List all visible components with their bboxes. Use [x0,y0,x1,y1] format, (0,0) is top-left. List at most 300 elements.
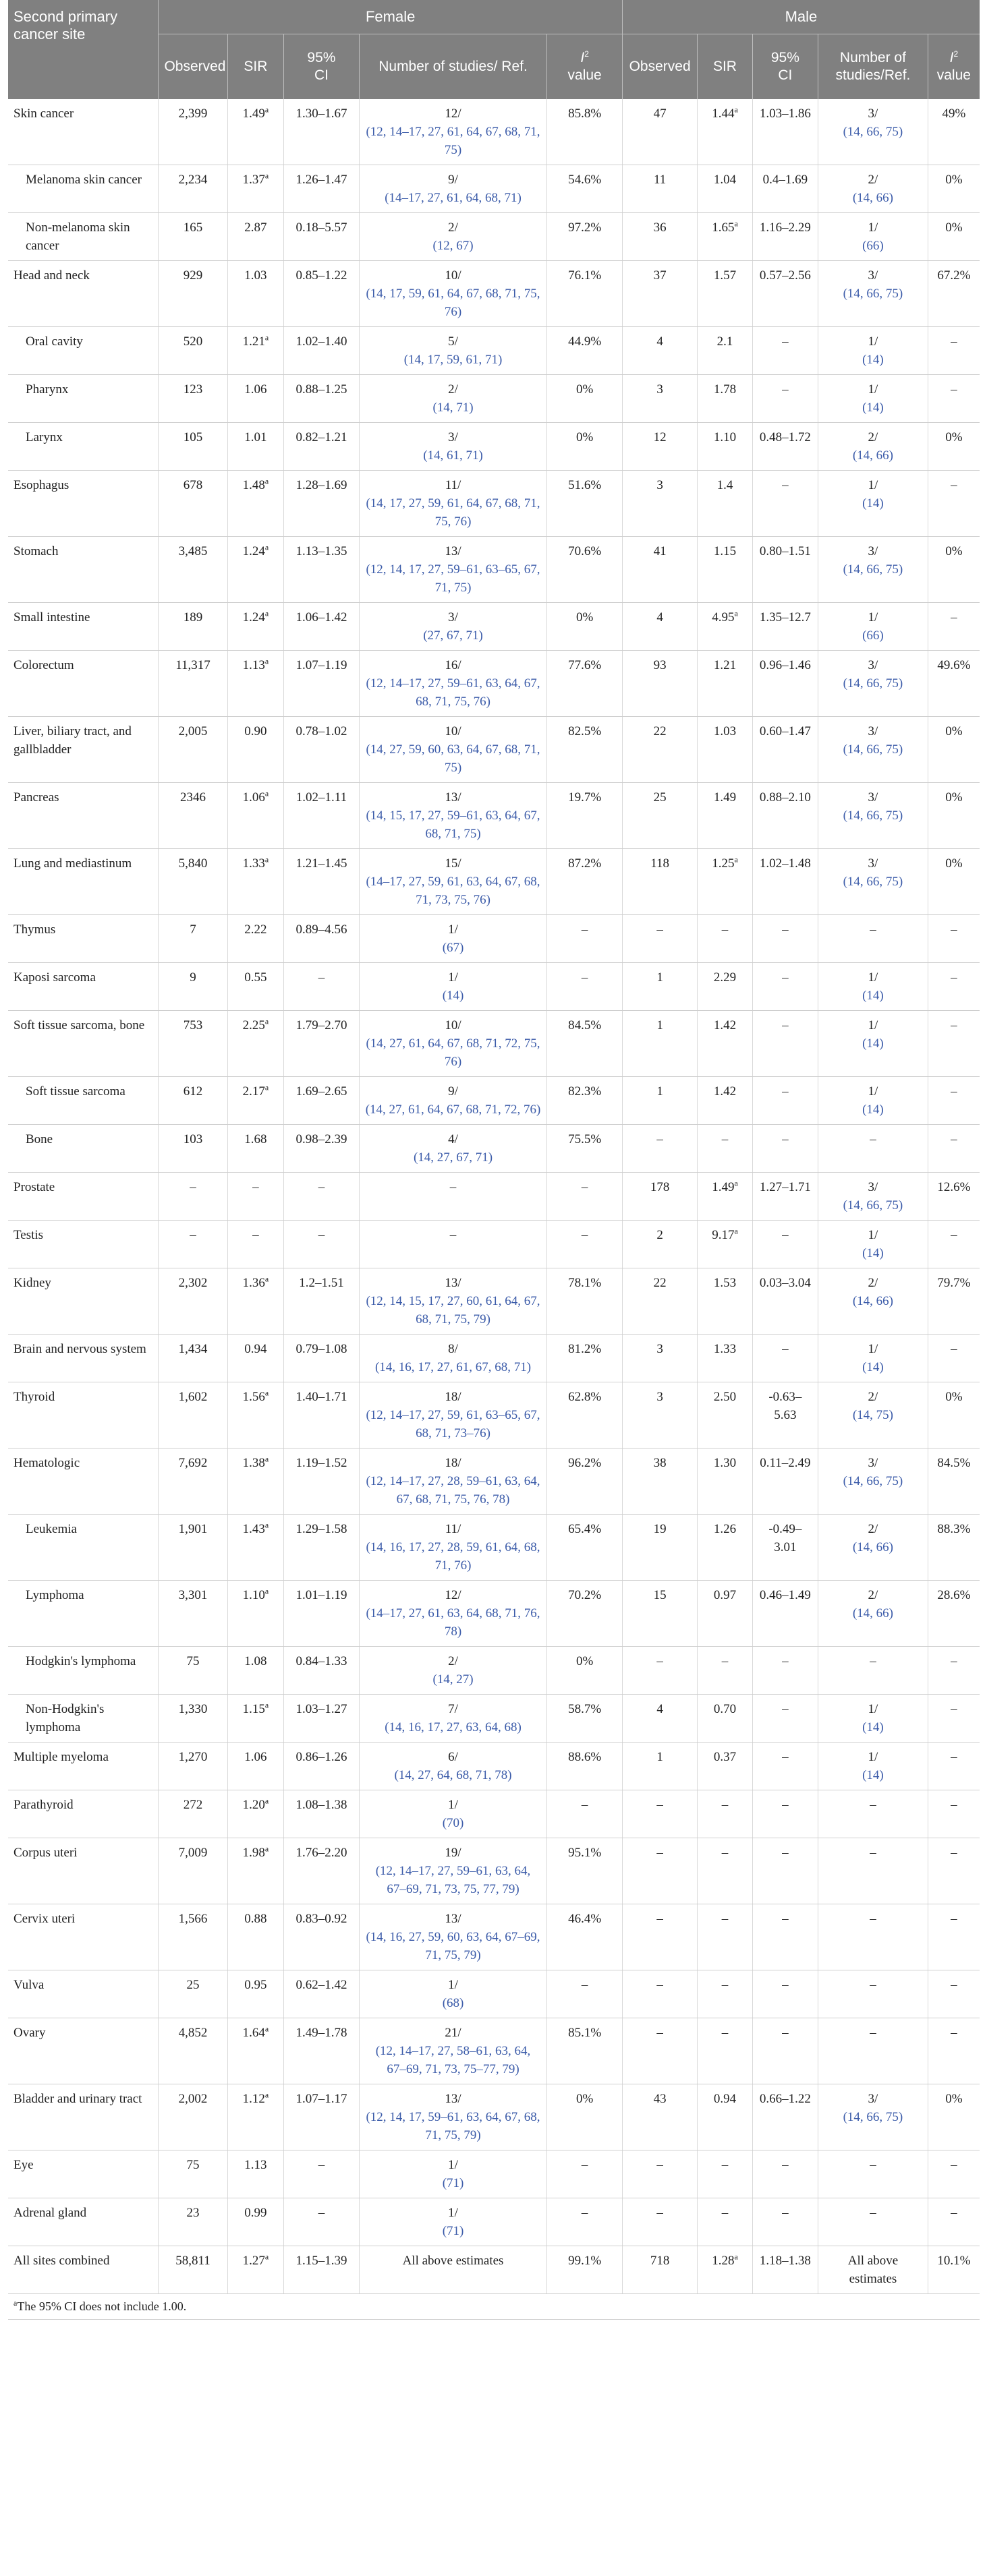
sir-value: 1.27 [242,2254,265,2268]
male-observed: 3 [622,1335,697,1382]
header-female-i2 [547,34,623,100]
table-row [8,1335,980,1382]
female-ci: 0.82–1.21 [284,423,359,471]
female-observed: 2346 [159,783,227,849]
female-sir [227,651,284,717]
male-observed: – [622,1838,697,1904]
reference-link[interactable]: (14) [862,989,884,1003]
reference-link[interactable]: (70) [442,1816,464,1830]
male-ci: – [752,1221,818,1268]
female-observed: 1,602 [159,1382,227,1448]
study-count: 3/ [868,856,878,871]
male-ci: – [752,1743,818,1790]
reference-link[interactable]: (14) [862,1246,884,1260]
reference-link[interactable]: (14, 16, 27, 59, 60, 63, 64, 67–69, 71, 75, 79) [366,1930,540,1962]
male-ci: 1.18–1.38 [752,2246,818,2294]
study-count: – [449,1228,457,1242]
study-count: 10/ [445,724,461,738]
reference-link[interactable]: (14, 17, 27, 59, 61, 64, 67, 68, 71, 75, 76) [366,496,540,529]
male-sir [698,1904,752,1970]
sir-value: 1.36 [242,1276,265,1290]
cancer-site: Non-Hodgkin's lymphoma [8,1695,159,1743]
male-i2: – [928,963,980,1011]
male-sir [698,1743,752,1790]
study-count: 8/ [448,1342,458,1356]
male-observed: – [622,2018,697,2084]
sir-value: – [721,1654,729,1668]
female-ci: 1.02–1.40 [284,327,359,375]
i2-value-label: value [567,67,602,83]
male-i2: 28.6% [928,1581,980,1647]
cancer-site: Multiple myeloma [8,1743,159,1790]
female-observed: 2,302 [159,1268,227,1335]
female-studies [359,327,547,375]
reference-link[interactable]: (66) [862,628,884,643]
male-observed: 19 [622,1515,697,1581]
male-i2: – [928,2198,980,2246]
female-studies [359,1268,547,1335]
reference-link[interactable]: (14) [862,496,884,510]
cancer-site: Liver, biliary tract, and gallbladder [8,717,159,783]
male-sir [698,783,752,849]
female-ci: 1.02–1.11 [284,783,359,849]
male-sir [698,2246,752,2294]
reference-link[interactable]: (14, 66) [852,1540,894,1554]
male-sir [698,1077,752,1125]
female-observed: 165 [159,213,227,261]
study-count: 12/ [445,1588,461,1602]
table-row [8,1970,980,2018]
study-count: 16/ [445,658,461,672]
reference-link[interactable]: (12, 14–17, 27, 59, 61, 63–65, 67, 68, 71, 73–76) [366,1408,540,1440]
male-ci: – [752,1125,818,1173]
reference-link[interactable]: (14, 17, 59, 61, 64, 67, 68, 71, 75, 76) [366,287,540,319]
female-observed: 58,811 [159,2246,227,2294]
male-observed: 4 [622,603,697,651]
reference-link[interactable]: (14, 61, 71) [423,448,483,463]
reference-link[interactable]: (14) [862,401,884,415]
female-ci: 0.62–1.42 [284,1970,359,2018]
reference-link[interactable]: (14, 66, 75) [843,1198,903,1212]
reference-link[interactable]: (14, 27) [432,1672,474,1687]
female-sir [227,261,284,327]
reference-link[interactable]: (14, 27, 61, 64, 67, 68, 71, 72, 75, 76) [366,1036,540,1069]
study-count: 12/ [445,107,461,121]
table-container [8,0,980,2294]
header-male-i2 [928,34,980,100]
male-ci: 0.48–1.72 [752,423,818,471]
female-i2: – [547,1970,623,2018]
reference-link[interactable]: (14, 66, 75) [843,1474,903,1488]
female-studies [359,1011,547,1077]
reference-link[interactable]: (14, 27, 61, 64, 67, 68, 71, 72, 76) [365,1103,541,1117]
female-ci: 1.69–2.65 [284,1077,359,1125]
table-row [8,1838,980,1904]
female-studies [359,2246,547,2294]
study-count: – [870,1846,876,1860]
male-sir [698,165,752,213]
reference-link[interactable]: (27, 67, 71) [423,628,483,643]
male-observed: 1 [622,1743,697,1790]
female-ci: 1.13–1.35 [284,537,359,603]
study-count: 11/ [445,1522,461,1536]
female-sir [227,1581,284,1647]
sir-value: 1.04 [713,173,737,187]
sir-value: 1.15 [242,1702,265,1716]
reference-link[interactable]: (14) [862,353,884,367]
female-sir [227,1515,284,1581]
male-observed: 2 [622,1221,697,1268]
table-row [8,1221,980,1268]
ci-line2: CI [778,67,793,83]
female-sir [227,2018,284,2084]
male-observed: 37 [622,261,697,327]
reference-link[interactable]: (14, 66, 75) [843,809,903,823]
i2-sup: 2 [953,49,959,59]
table-row [8,783,980,849]
reference-link[interactable]: (14, 17, 59, 61, 71) [403,353,503,367]
significance-mark: a [264,1796,269,1806]
female-i2: 82.3% [547,1077,623,1125]
female-sir [227,1838,284,1904]
male-observed: 41 [622,537,697,603]
female-ci: 0.18–5.57 [284,213,359,261]
female-sir [227,1448,284,1515]
study-count: 2/ [448,221,458,235]
male-studies [818,471,928,537]
male-observed: 93 [622,651,697,717]
significance-mark: a [264,1454,269,1464]
male-ci: – [752,2150,818,2198]
sir-value: 1.33 [242,856,265,871]
table-row [8,1904,980,1970]
male-ci: – [752,327,818,375]
significance-mark: a [264,1700,269,1710]
female-ci: 1.40–1.71 [284,1382,359,1448]
cancer-site: Stomach [8,537,159,603]
reference-link[interactable]: (12, 14–17, 27, 28, 59–61, 63, 64, 67, 68, 71, 75, 76, 78) [366,1474,540,1506]
male-sir [698,327,752,375]
header-female-observed: Observed [159,34,227,100]
male-sir [698,213,752,261]
male-studies [818,1581,928,1647]
male-observed: 12 [622,423,697,471]
significance-mark: a [734,854,738,865]
reference-link[interactable]: (68) [442,1996,464,2010]
cancer-site: Oral cavity [8,327,159,375]
study-count: 6/ [448,1750,458,1764]
table-row [8,1790,980,1838]
female-studies [359,1838,547,1904]
female-observed: – [159,1221,227,1268]
female-observed: 612 [159,1077,227,1125]
male-observed: – [622,1125,697,1173]
table-row [8,2084,980,2150]
female-ci: 1.15–1.39 [284,2246,359,2294]
male-ci: 0.80–1.51 [752,537,818,603]
study-count: 2/ [448,382,458,397]
female-studies [359,1647,547,1695]
sir-value: 1.26 [713,1522,737,1536]
significance-mark: a [734,1226,738,1236]
header-site: Second primary cancer site [8,0,159,99]
header-female: Female [159,0,622,34]
reference-link[interactable]: (14, 75) [852,1408,894,1422]
significance-mark: a [264,2024,269,2034]
female-i2: 70.2% [547,1581,623,1647]
study-count: 1/ [868,1342,878,1356]
male-ci: – [752,2198,818,2246]
male-studies [818,213,928,261]
reference-link[interactable]: (14, 66, 75) [843,676,903,691]
study-count: 2/ [868,1276,878,1290]
male-observed: 1 [622,963,697,1011]
male-sir [698,1173,752,1221]
female-studies [359,1221,547,1268]
reference-link[interactable]: (12, 14, 15, 17, 27, 60, 61, 64, 67, 68, 71, 75, 79) [366,1294,540,1326]
sir-value: 1.48 [242,478,265,492]
female-i2: 84.5% [547,1011,623,1077]
reference-link[interactable]: (12, 14, 17, 59–61, 63, 64, 67, 68, 71, 75, 79) [366,2110,540,2142]
female-i2: 62.8% [547,1382,623,1448]
female-observed: 1,901 [159,1515,227,1581]
significance-mark: a [734,105,738,115]
female-observed: 2,005 [159,717,227,783]
female-sir [227,213,284,261]
reference-link[interactable]: (12, 14–17, 27, 59–61, 63, 64, 67–69, 71, 73, 75, 77, 79) [375,1864,531,1896]
sir-value: 2.25 [242,1018,265,1032]
reference-link[interactable]: (14, 27, 59, 60, 63, 64, 67, 68, 71, 75) [366,742,540,775]
sir-value: 0.94 [713,2092,737,2106]
male-i2: 0% [928,213,980,261]
sir-value: 1.49 [713,790,737,804]
female-sir [227,471,284,537]
reference-link[interactable]: (14, 66, 75) [843,125,903,139]
study-count: 1/ [448,923,458,937]
male-studies [818,1515,928,1581]
sir-value: 0.94 [244,1342,267,1356]
reference-link[interactable]: (14, 15, 17, 27, 59–61, 63, 64, 67, 68, 71, 75) [366,809,540,841]
female-studies [359,915,547,963]
sir-value: – [721,2158,729,2172]
female-i2: 0% [547,423,623,471]
reference-link[interactable]: (14, 71) [432,401,474,415]
female-i2: 76.1% [547,261,623,327]
male-sir [698,603,752,651]
female-i2: 58.7% [547,1695,623,1743]
female-ci: 1.28–1.69 [284,471,359,537]
study-count: – [870,2026,876,2040]
table-row [8,915,980,963]
female-studies [359,423,547,471]
female-ci: 0.86–1.26 [284,1743,359,1790]
female-observed: 678 [159,471,227,537]
male-sir [698,1647,752,1695]
study-count: 2/ [868,430,878,444]
reference-link[interactable]: (14, 66) [852,1606,894,1620]
female-studies [359,471,547,537]
reference-link[interactable]: (71) [442,2176,464,2190]
female-studies [359,1695,547,1743]
male-i2: – [928,1904,980,1970]
reference-link[interactable]: (14–17, 27, 61, 64, 68, 71) [385,191,522,205]
sir-value: 2.22 [244,923,267,937]
female-i2: 0% [547,1647,623,1695]
reference-link[interactable]: (14, 16, 17, 27, 28, 59, 61, 64, 68, 71, 76) [366,1540,540,1573]
footnote-text: The 95% CI does not include 1.00. [17,2300,187,2313]
reference-link[interactable]: (14) [862,1360,884,1374]
reference-link[interactable]: (14) [862,1720,884,1734]
sir-value: 1.21 [713,658,737,672]
female-ci: 0.84–1.33 [284,1647,359,1695]
cancer-site: Larynx [8,423,159,471]
male-i2: – [928,2018,980,2084]
male-studies [818,1790,928,1838]
female-i2: 51.6% [547,471,623,537]
male-studies [818,327,928,375]
sir-value: 1.98 [242,1846,265,1860]
header-male-observed: Observed [622,34,697,100]
reference-link[interactable]: (12, 14–17, 27, 58–61, 63, 64, 67–69, 71, 73, 75–77, 79) [375,2044,531,2076]
female-ci: 0.89–4.56 [284,915,359,963]
female-i2: 99.1% [547,2246,623,2294]
study-count: 3/ [868,2092,878,2106]
sir-value: 1.4 [716,478,733,492]
male-ci: 0.57–2.56 [752,261,818,327]
female-observed: 1,566 [159,1904,227,1970]
female-i2: 54.6% [547,165,623,213]
female-sir [227,1173,284,1221]
cancer-site: Vulva [8,1970,159,2018]
sir-value: 0.90 [244,724,267,738]
female-sir [227,2150,284,2198]
male-observed: – [622,1904,697,1970]
sir-value: 1.33 [713,1342,737,1356]
reference-link[interactable]: (14–17, 27, 61, 63, 64, 68, 71, 76, 78) [366,1606,540,1639]
study-count: 1/ [868,1228,878,1242]
reference-link[interactable]: (14) [442,989,464,1003]
table-row [8,99,980,165]
reference-link[interactable]: (67) [442,941,464,955]
cancer-site: Pancreas [8,783,159,849]
reference-link[interactable]: (12, 14–17, 27, 59–61, 63, 64, 67, 68, 71, 75, 76) [366,676,540,709]
study-count: All above estimates [847,2254,899,2286]
study-count: 3/ [868,1456,878,1470]
male-sir [698,1790,752,1838]
reference-link[interactable]: (14, 66, 75) [843,875,903,889]
table-row [8,717,980,783]
male-i2: 0% [928,717,980,783]
cancer-site: Brain and nervous system [8,1335,159,1382]
female-studies [359,1173,547,1221]
reference-link[interactable]: (14–17, 27, 59, 61, 63, 64, 67, 68, 71, 73, 75, 76) [366,875,540,907]
reference-link[interactable]: (14, 16, 17, 27, 61, 67, 68, 71) [374,1360,532,1374]
reference-link[interactable]: (14) [862,1036,884,1051]
male-ci: 0.46–1.49 [752,1581,818,1647]
female-i2: 75.5% [547,1125,623,1173]
table-row [8,1743,980,1790]
i2-symbol: I [949,50,954,65]
reference-link[interactable]: (14, 66, 75) [843,562,903,577]
reference-link[interactable]: (12, 14–17, 27, 61, 64, 67, 68, 71, 75) [366,125,540,157]
reference-link[interactable]: (12, 67) [432,239,474,253]
female-studies [359,375,547,423]
reference-link[interactable]: (14, 27, 64, 68, 71, 78) [394,1768,512,1782]
female-ci: 1.07–1.17 [284,2084,359,2150]
reference-link[interactable]: (14, 66) [852,1294,894,1308]
study-count: 13/ [445,2092,461,2106]
table-row [8,1268,980,1335]
male-sir [698,1581,752,1647]
reference-link[interactable]: (66) [862,239,884,253]
female-sir [227,423,284,471]
reference-link[interactable]: (14) [862,1768,884,1782]
female-sir [227,1125,284,1173]
male-studies [818,99,928,165]
reference-link[interactable]: (14, 66) [852,191,894,205]
study-count: 1/ [448,970,458,985]
male-studies [818,2198,928,2246]
female-observed: 103 [159,1125,227,1173]
study-count: 1/ [868,970,878,985]
reference-link[interactable]: (14, 66, 75) [843,742,903,757]
cancer-site: Ovary [8,2018,159,2084]
table-row [8,423,980,471]
reference-link[interactable]: (14, 27, 67, 71) [413,1150,493,1165]
reference-link[interactable]: (14) [862,1103,884,1117]
cancer-site: Eye [8,2150,159,2198]
female-ci: 1.49–1.78 [284,2018,359,2084]
female-observed: 11,317 [159,651,227,717]
male-studies [818,2018,928,2084]
reference-link[interactable]: (12, 14, 17, 27, 59–61, 63–65, 67, 71, 75) [366,562,540,595]
study-count: 1/ [448,1798,458,1812]
male-sir [698,915,752,963]
male-i2: 49% [928,99,980,165]
reference-link[interactable]: (14, 66, 75) [843,2110,903,2124]
male-observed: – [622,1970,697,2018]
male-studies [818,1838,928,1904]
male-observed: 4 [622,327,697,375]
study-count: – [449,1180,457,1194]
male-sir [698,1268,752,1335]
male-i2: 10.1% [928,2246,980,2294]
male-sir [698,963,752,1011]
female-sir [227,1695,284,1743]
cancer-site: Non-melanoma skin cancer [8,213,159,261]
male-ci: 0.88–2.10 [752,783,818,849]
male-i2: 88.3% [928,1515,980,1581]
sir-value: 1.01 [244,430,267,444]
reference-link[interactable]: (14, 16, 17, 27, 63, 64, 68) [385,1720,522,1734]
male-i2: – [928,1743,980,1790]
male-ci: 1.16–2.29 [752,213,818,261]
male-ci: – [752,1077,818,1125]
female-sir [227,1790,284,1838]
sir-value: 2.17 [242,1084,265,1099]
table-row [8,2150,980,2198]
reference-link[interactable]: (14, 66) [852,448,894,463]
male-observed: 4 [622,1695,697,1743]
sir-value: 1.56 [242,1390,265,1404]
sir-value: 1.78 [713,382,737,397]
reference-link[interactable]: (14, 66, 75) [843,287,903,301]
male-ci: -0.63–5.63 [752,1382,818,1448]
reference-link[interactable]: (71) [442,2224,464,2238]
male-i2: 79.7% [928,1268,980,1335]
female-ci: – [284,1173,359,1221]
study-count: 1/ [868,1018,878,1032]
